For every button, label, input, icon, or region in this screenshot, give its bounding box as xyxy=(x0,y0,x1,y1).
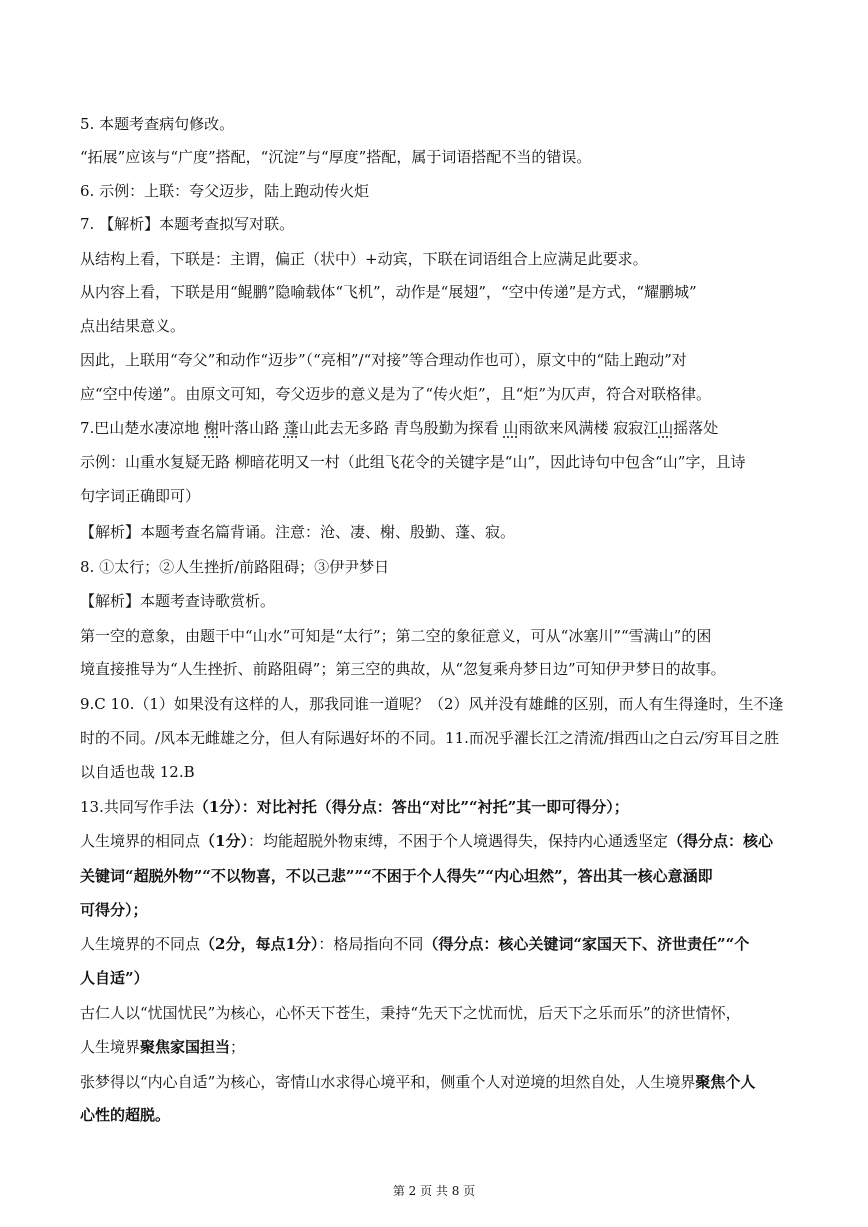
text-run: 摇落处 xyxy=(673,419,719,437)
text-line: 示例：山重水复疑无路 柳暗花明又一村（此组飞花令的关键字是“山”，因此诗句中包含“山”字，且诗 xyxy=(80,453,746,471)
text-line: 点出结果意义。 xyxy=(80,317,186,335)
text-run: 张梦得以“内心自适”为核心，寄情山水求得心境平和，侧重个人对逆境的坦然自处，人生境界 xyxy=(80,1073,696,1091)
text-line: 8. ①太行；②人生挫折/前路阻碍；③伊尹梦日 xyxy=(80,558,390,576)
text-line: 【解析】本题考查诗歌赏析。 xyxy=(80,592,276,610)
text-line: 5. 本题考查病句修改。 xyxy=(80,115,235,133)
poem-lines xyxy=(80,418,800,438)
text-line: 6. 示例：上联：夸父迈步，陆上跑动传火炬 xyxy=(80,182,370,200)
text-line xyxy=(80,1072,800,1092)
text-line: 7. 【解析】本题考查拟写对联。 xyxy=(80,215,295,233)
emphasized-character: 蓬 xyxy=(283,419,299,437)
text-line: 以自适也哉 12.B xyxy=(80,763,195,781)
text-line: 应“空中传递”。由原文可知，夸父迈步的意义是为了“传火炬”，且“炬”为仄声，符合对联格律。 xyxy=(80,385,712,403)
emphasized-character: 榭 xyxy=(204,419,220,437)
text-run: 叶落山路 xyxy=(219,419,284,437)
emphasized-character: 山 xyxy=(503,419,519,437)
emphasized-character: 山 xyxy=(658,419,674,437)
text-line xyxy=(80,1037,800,1057)
text-run: ； xyxy=(230,1038,246,1056)
text-line: 境直接推导为“人生挫折、前路阻碍”；第三空的典故，从“忽复乘舟梦日边”可知伊尹梦日的故事。 xyxy=(80,660,726,678)
text-run: 7.巴山楚水凄凉地 xyxy=(80,419,205,437)
text-line: 因此，上联用“夸父”和动作“迈步”（“亮相”/“对接”等合理动作也可），原文中的“陆上跑动”对 xyxy=(80,351,687,369)
page-number-footer: 第 2 页 共 8 页 xyxy=(392,1184,476,1198)
bold-text-line: 关键词“超脱外物”“不以物喜，不以己悲””“不困于个人得失”“内心坦然”，答出其一核心意涵即 xyxy=(80,867,713,885)
text-line: 从结构上看，下联是：主谓，偏正（状中）+动宾，下联在词语组合上应满足此要求。 xyxy=(80,250,648,268)
text-run: 雨欲来风满楼 寂寂江 xyxy=(518,419,659,437)
text-line: 古仁人以“忧国忧民”为核心，心怀天下苍生，秉持“先天下之忧而忧，后天下之乐而乐”的济世情怀， xyxy=(80,1004,741,1022)
bold-text: （得分点：核心关键词“家国天下、济世责任”“个 xyxy=(423,935,750,953)
text-line: 句字词正确即可） xyxy=(80,487,201,505)
text-line: “拓展”应该与“广度”搭配，“沉淀”与“厚度”搭配，属于词语搭配不当的错误。 xyxy=(80,148,592,166)
text-run: 人生境界的不同点 xyxy=(80,935,201,953)
text-line: 时的不同。/风本无雌雄之分，但人有际遇好坏的不同。11.而况乎濯长江之清流/揖西山之白云/穷耳目之胜 xyxy=(80,729,780,747)
text-line: 从内容上看，下联是用“鲲鹏”隐喻载体“飞机”，动作是“展翅”，“空中传递”是方式，“耀鹏城” xyxy=(80,283,697,301)
text-line-same-point xyxy=(80,831,800,851)
bold-text-line: 人自适”） xyxy=(80,969,149,987)
bold-text-line: 可得分）； xyxy=(80,901,148,919)
bold-text: （1分）：对比衬托（得分点：答出“对比”“衬托”其一即可得分）； xyxy=(193,798,629,816)
text-run: ：均能超脱外物束缚，不困于个人境遇得失，保持内心通透坚定 xyxy=(247,832,668,850)
bold-text: 聚焦个人 xyxy=(695,1073,756,1091)
text-line-diff-point xyxy=(80,934,800,954)
text-run: 人生境界的相同点 xyxy=(80,832,201,850)
text-line: 9.C 10.（1）如果没有这样的人，那我同谁一道呢？（2）风并没有雄雌的区别，而人有生得逢时，生不逢 xyxy=(80,695,784,713)
text-line: 【解析】本题考查名篇背诵。注意：沧、凄、榭、殷勤、蓬、寂。 xyxy=(80,523,516,541)
text-run: 人生境界 xyxy=(80,1038,141,1056)
text-run: 山此去无多路 青鸟殷勤为探看 xyxy=(298,419,504,437)
bold-text-line: 心性的超脱。 xyxy=(80,1106,171,1124)
text-run: 13.共同写作手法 xyxy=(80,798,194,816)
bold-text: （1分） xyxy=(200,832,248,850)
text-line: 第一空的意象，由题干中“山水”可知是“太行”；第二空的象征意义，可从“冰塞川”“雪满山”的困 xyxy=(80,627,712,645)
text-run: ：格局指向不同 xyxy=(318,935,424,953)
text-line-13 xyxy=(80,797,800,817)
bold-text: （得分点：核心 xyxy=(667,832,773,850)
bold-text: （2分，每点1分） xyxy=(200,935,319,953)
bold-text: 聚焦家国担当 xyxy=(140,1038,231,1056)
